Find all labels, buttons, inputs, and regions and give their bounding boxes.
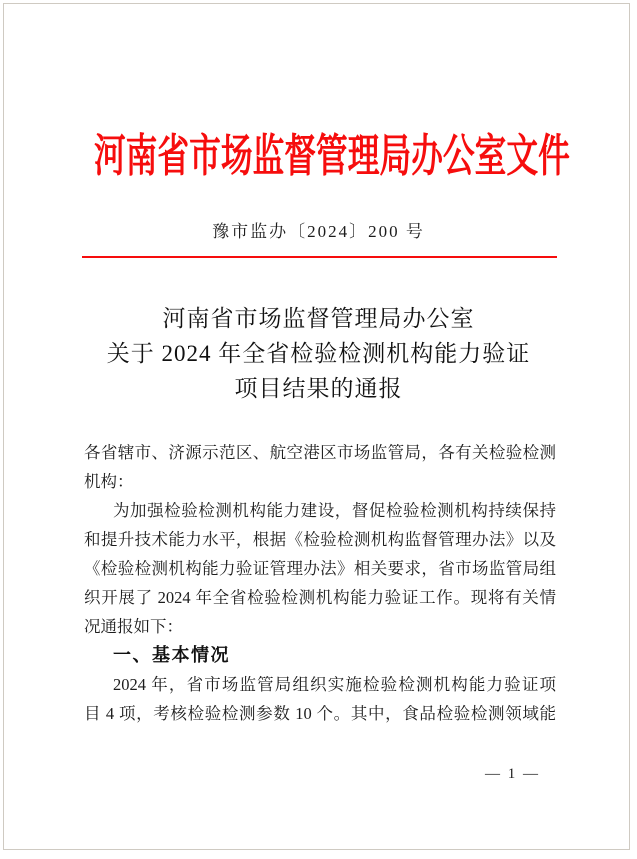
document-body <box>84 438 556 728</box>
title-line-3: 项目结果的通报 <box>234 376 403 401</box>
section-heading-1: 一、基本情况 <box>113 645 230 665</box>
red-divider-line <box>82 256 557 258</box>
red-header-banner: 河南省市场监督管理局办公室文件 <box>93 131 570 181</box>
page-number: — 1 — <box>485 766 540 782</box>
body-line-para2-1: 2024 年，省市场监管局组织实施检验检测机构能力验证项 <box>113 675 556 694</box>
title-line-1: 河南省市场监督管理局办公室 <box>162 306 475 331</box>
body-line-salutation-2: 机构： <box>84 472 134 491</box>
body-line-para1-4: 织开展了 2024 年全省检验检测机构能力验证工作。现将有关情 <box>84 588 556 607</box>
body-line-para1-2: 和提升技术能力水平，根据《检验检测机构监督管理办法》以及 <box>84 530 556 549</box>
body-line-salutation-1: 各省辖市、济源示范区、航空港区市场监管局，各有关检验检测 <box>84 443 556 462</box>
document-number: 豫市监办〔2024〕200 号 <box>212 222 425 241</box>
title-line-2: 关于 2024 年全省检验检测机构能力验证 <box>106 341 531 366</box>
document-title <box>0 301 637 406</box>
body-line-para1-5: 况通报如下： <box>84 617 183 636</box>
body-line-para1-1: 为加强检验检测机构能力建设，督促检验检测机构持续保持 <box>113 501 556 520</box>
body-line-para1-3: 《检验检测机构能力验证管理办法》相关要求，省市场监管局组 <box>84 559 556 578</box>
body-line-para2-2: 目 4 项，考核检验检测参数 10 个。其中，食品检验检测领域能 <box>84 704 556 723</box>
